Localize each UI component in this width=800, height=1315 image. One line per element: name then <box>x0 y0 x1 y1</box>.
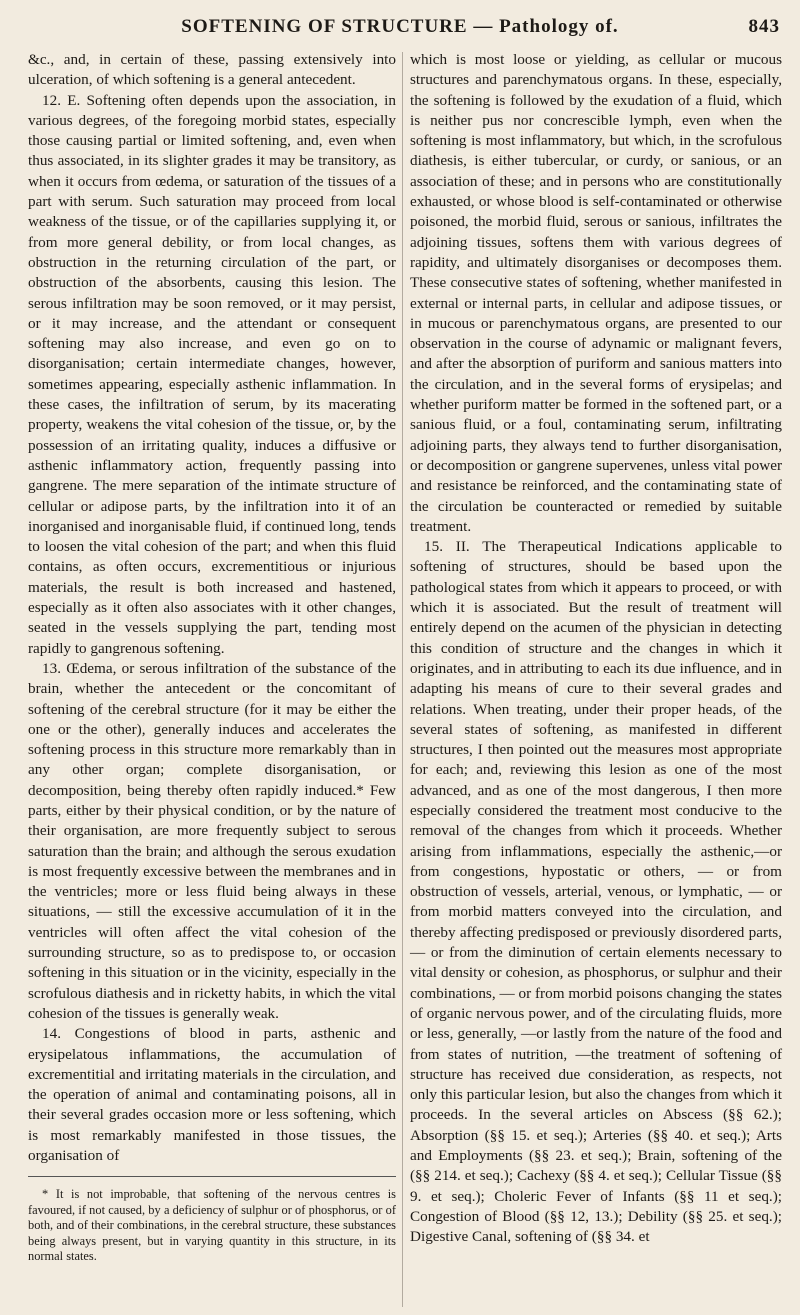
paragraph-14: 14. Congestions of blood in parts, asthenic and erysipelatous inflammations, the accumulation of excrementitial and irritating materials in the circulation, and the operation of animal and contaminating poisons, all in their several grades occasion more or less softening, which is most remarkably manifested in those tissues, the organisation of <box>28 1025 396 1165</box>
paragraph-15: 15. II. The Therapeutical Indications applicable to softening of structures, should be based upon the pathological states from which it appears to proceed, or with which it is associated. But the result of treatment will entirely depend on the acumen of the physician in detecting this condition of structure and the changes in which it originates, and in attributing to each its due influence, and in adapting his means of cure to their several grades and relations. When treating, under their proper heads, of the several states of softening, as manifested in different structures, I then pointed out the measures most appropriate for each; and, reviewing this lesion as one of the most advanced, and as one of the most dangerous, I then more especially considered the treatment most conducive to the removal of the changes from which it proceeds. Whether arising from inflammations, especially the asthenic,—or from congestions, hypostatic or others, — or from obstruction of vessels, arterial, venous, or lymphatic, — or from morbid matters conveyed into the circulation, and thereby affecting predisposed or previously disordered parts, — or from the diminution of certain elements necessary to vital density or cohesion, as phosphorus, or sulphur and their combinations, — or from morbid poisons changing the states of organic nervous power, and of the circulating fluids, more or less, generally, —or lastly from the nature of the food and from states of nutrition, —the treatment of softening of structure has received due consideration, as respects, not only this particular lesion, but also the changes from which it proceeds. In the several articles on Abscess (§§ 62.); Absorption (§§ 15. et seq.); Arteries (§§ 40. et seq.); Arts and Employments (§§ 23. et seq.); Brain, softening of the (§§ 214. et seq.); Cachexy (§§ 4. et seq.); Cellular Tissue (§§ 9. et seq.); Choleric Fever of Infants (§§ 11 et seq.); Congestion of Blood (§§ 12, 13.); Debility (§§ 25. et seq.); Digestive Canal, softening of (§§ 34. et <box>410 538 782 1246</box>
paragraph-12: 12. E. Softening often depends upon the association, in various degrees, of the foregoing morbid states, especially those causing partial or limited softening, and, even when thus associated, in its slighter grades it may be transitory, as when it occurs from œdema, or saturation of the tissues of a part with serum. Such saturation may proceed from local weakness of the tissue, or of the capillaries supplying it, or from more general debility, or from local changes, as obstruction in the returning circulation of the part, or obstruction of the absorbents, causing this lesion. The serous infiltration may be soon removed, or it may persist, or it may increase, and the attendant or consequent softening may also increase, and even go on to disorganisation; certain intermediate changes, however, sometimes appearing, especially asthenic inflammation. In these cases, the infiltration of serum, by its macerating property, weakens the vital cohesion of the tissue, or, by the possession of an irritating quality, induces a diffusive or asthenic inflammatory action, frequently passing into gangrene. The mere separation of the intimate structure of cellular or adipose parts, by the infiltration into it of an inorganised and inorganisable fluid, if continued long, tends to loosen the vital cohesion of the part; and when this fluid contains, as often occurs, excrementitious or injurious materials, the result is both increased and hastened, especially as it often also associates with it other changes, seated in the vessels supplying the part, tending most rapidly to gangrenous softening. <box>28 91 396 657</box>
left-column <box>28 50 396 1264</box>
paragraph-continuation-right: which is most loose or yielding, as cellular or mucous structures and parenchymatous organs. In these, especially, the softening is followed by the exudation of a fluid, which is neither pus nor concrescible lymph, even when the softening is most inflammatory, but which, in the scrofulous diathesis, is either tubercular, or curdy, or sanious, or an association of these; and in persons who are constitutionally exhausted, or whose blood is self-contaminated or otherwise poisoned, the morbid fluid, serous or sanious, infiltrates the adjoining tissues, softens them with various degrees of rapidity, and ultimately disorganises or decomposes them. These consecutive states of softening, whether manifested in external or internal parts, in cellular and adipose tissues, or in mucous or parenchymatous organs, are presented to our observation in the course of adynamic or malignant fevers, and after the absorption of puriform and sanious matters into the circulation, and in the several forms of erysipelas; and whether puriform matter be formed in the softened part, or a sanious fluid, or a foul, contaminating serum, infiltrating adjoining parts, they always tend to further disorganisation, or decomposition or gangrene supervenes, unless vital power and resistance be reinforced, and the contaminating state of the circulation be counteracted or remedied by suitable treatment. <box>410 51 782 535</box>
footnote-rule <box>28 1176 396 1177</box>
right-column <box>410 50 782 1248</box>
running-title: SOFTENING OF STRUCTURE — Pathology of. <box>181 16 619 37</box>
footnote: * It is not improbable, that softening of the nervous centres is favoured, if not caused, by a deficiency of sulphur or of phosphorus, or of both, and of their combinations, in the cerebral structure, these substances being always present, but in varying quantity in this structure, in its normal states. <box>28 1187 396 1263</box>
page-number: 843 <box>748 16 780 37</box>
paragraph-13: 13. Œdema, or serous infiltration of the substance of the brain, whether the antecedent or the concomitant of softening of the cerebral structure (for it may be either the one or the other), generally induces and accelerates the softening process in this structure more remarkably than in any other organ; complete disorganisation, or decomposition, being thereby often rapidly induced.* Few parts, either by their physical condition, or by the nature of their organisation, are more frequently subject to serous saturation than the brain; and although the serous exudation is most frequently excessive between the membranes and in the ventricles; more or less fluid being always in these situations, — still the excessive accumulation of it in the ventricles will often affect the vital cohesion of the surrounding structure, so as to predispose to, or occasion softening in this situation or in the vicinity, especially in the scrofulous diathesis and in ricketty habits, in which the vital cohesion of the tissues is generally weak. <box>28 659 396 1022</box>
running-header <box>0 8 800 48</box>
column-divider <box>402 52 403 1307</box>
paragraph-continuation: &c., and, in certain of these, passing extensively into ulceration, of which softening is a general antecedent. <box>28 51 396 89</box>
